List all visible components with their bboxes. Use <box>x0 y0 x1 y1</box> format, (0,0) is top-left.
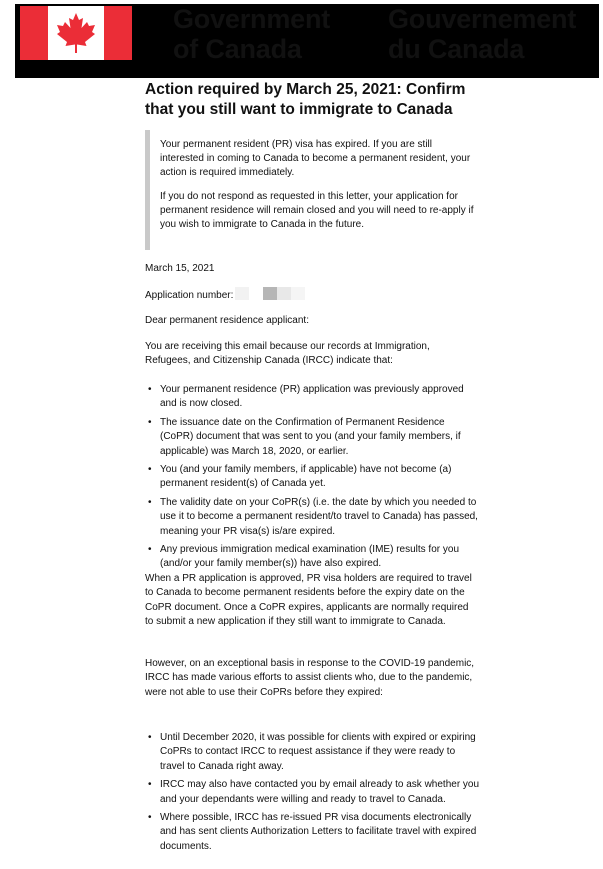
efforts-list <box>145 731 480 858</box>
notice-paragraph-1: Your permanent resident (PR) visa has expired. If you are still interested in coming to Canada to become a permanent resident, your action is required immediately. <box>160 139 471 178</box>
list-item: • Until December 2020, it was possible for clients with expired or expiring CoPRs to contact IRCC to request assistance if they were ready to travel to Canada right away. <box>145 731 480 774</box>
approval-paragraph: When a PR application is approved, PR visa holders are required to travel to Canada to become permanent residents before the expiry date on the CoPR document. Once a CoPR expires, applicants are normally required to submit a new application if they still want to immigrate to Canada. <box>145 573 472 628</box>
signature-english-line2: of Canada <box>173 34 302 64</box>
letter-title-wrap <box>145 80 480 120</box>
list-item: • Any previous immigration medical examination (IME) results for you (and/or your family member(s)) have also expired. <box>145 543 480 572</box>
signature-french <box>388 4 576 64</box>
exception-paragraph: However, on an exceptional basis in response to the COVID-19 pandemic, IRCC has made various efforts to assist clients who, due to the pandemic, were not able to use their CoPRs before they expired: <box>145 658 475 698</box>
application-number-label: Application number: <box>145 290 234 301</box>
list-item: • Your permanent residence (PR) application was previously approved and is now closed. <box>145 383 480 412</box>
conditions-list <box>145 383 480 576</box>
redacted-application-number <box>235 287 305 300</box>
application-number <box>145 287 477 303</box>
list-item: • The issuance date on the Confirmation of Permanent Residence (CoPR) document that was sent to you (and your family members, if applicable) was March 18, 2020, or earlier. <box>145 416 480 459</box>
maple-leaf-flag-icon <box>20 6 132 60</box>
list-item: • IRCC may also have contacted you by email already to ask whether you and your dependants were willing and ready to travel to Canada. <box>145 778 480 807</box>
list-item: • You (and your family members, if applicable) have not become (a) permanent resident(s) of Canada yet. <box>145 463 480 492</box>
signature-english <box>173 4 330 64</box>
notice-paragraph-2: If you do not respond as requested in this letter, your application for permanent residence will remain closed and you will need to re-apply if you wish to immigrate to Canada in the future. <box>160 191 474 230</box>
list-item: • The validity date on your CoPR(s) (i.e. the date by which you needed to use it to become a permanent resident/to travel to Canada) has passed, meaning your PR visa(s) is/are expired. <box>145 496 480 539</box>
greeting: Dear permanent residence applicant: <box>145 315 309 326</box>
letter-title: Action required by March 25, 2021: Confirm that you still want to immigrate to Canada <box>145 81 466 118</box>
notice-box <box>145 130 475 250</box>
signature-french-line2: du Canada <box>388 34 525 64</box>
letter-date: March 15, 2021 <box>145 263 215 274</box>
list-item: • Where possible, IRCC has re-issued PR visa documents electronically and has sent clients Authorization Letters to facilitate travel with expired documents. <box>145 811 480 854</box>
signature-french-line1: Gouvernement <box>388 4 577 34</box>
government-banner <box>15 4 599 78</box>
signature-english-line1: Government <box>173 4 331 34</box>
intro-paragraph: You are receiving this email because our records at Immigration, Refugees, and Citizenship Canada (IRCC) indicate that: <box>145 341 430 367</box>
